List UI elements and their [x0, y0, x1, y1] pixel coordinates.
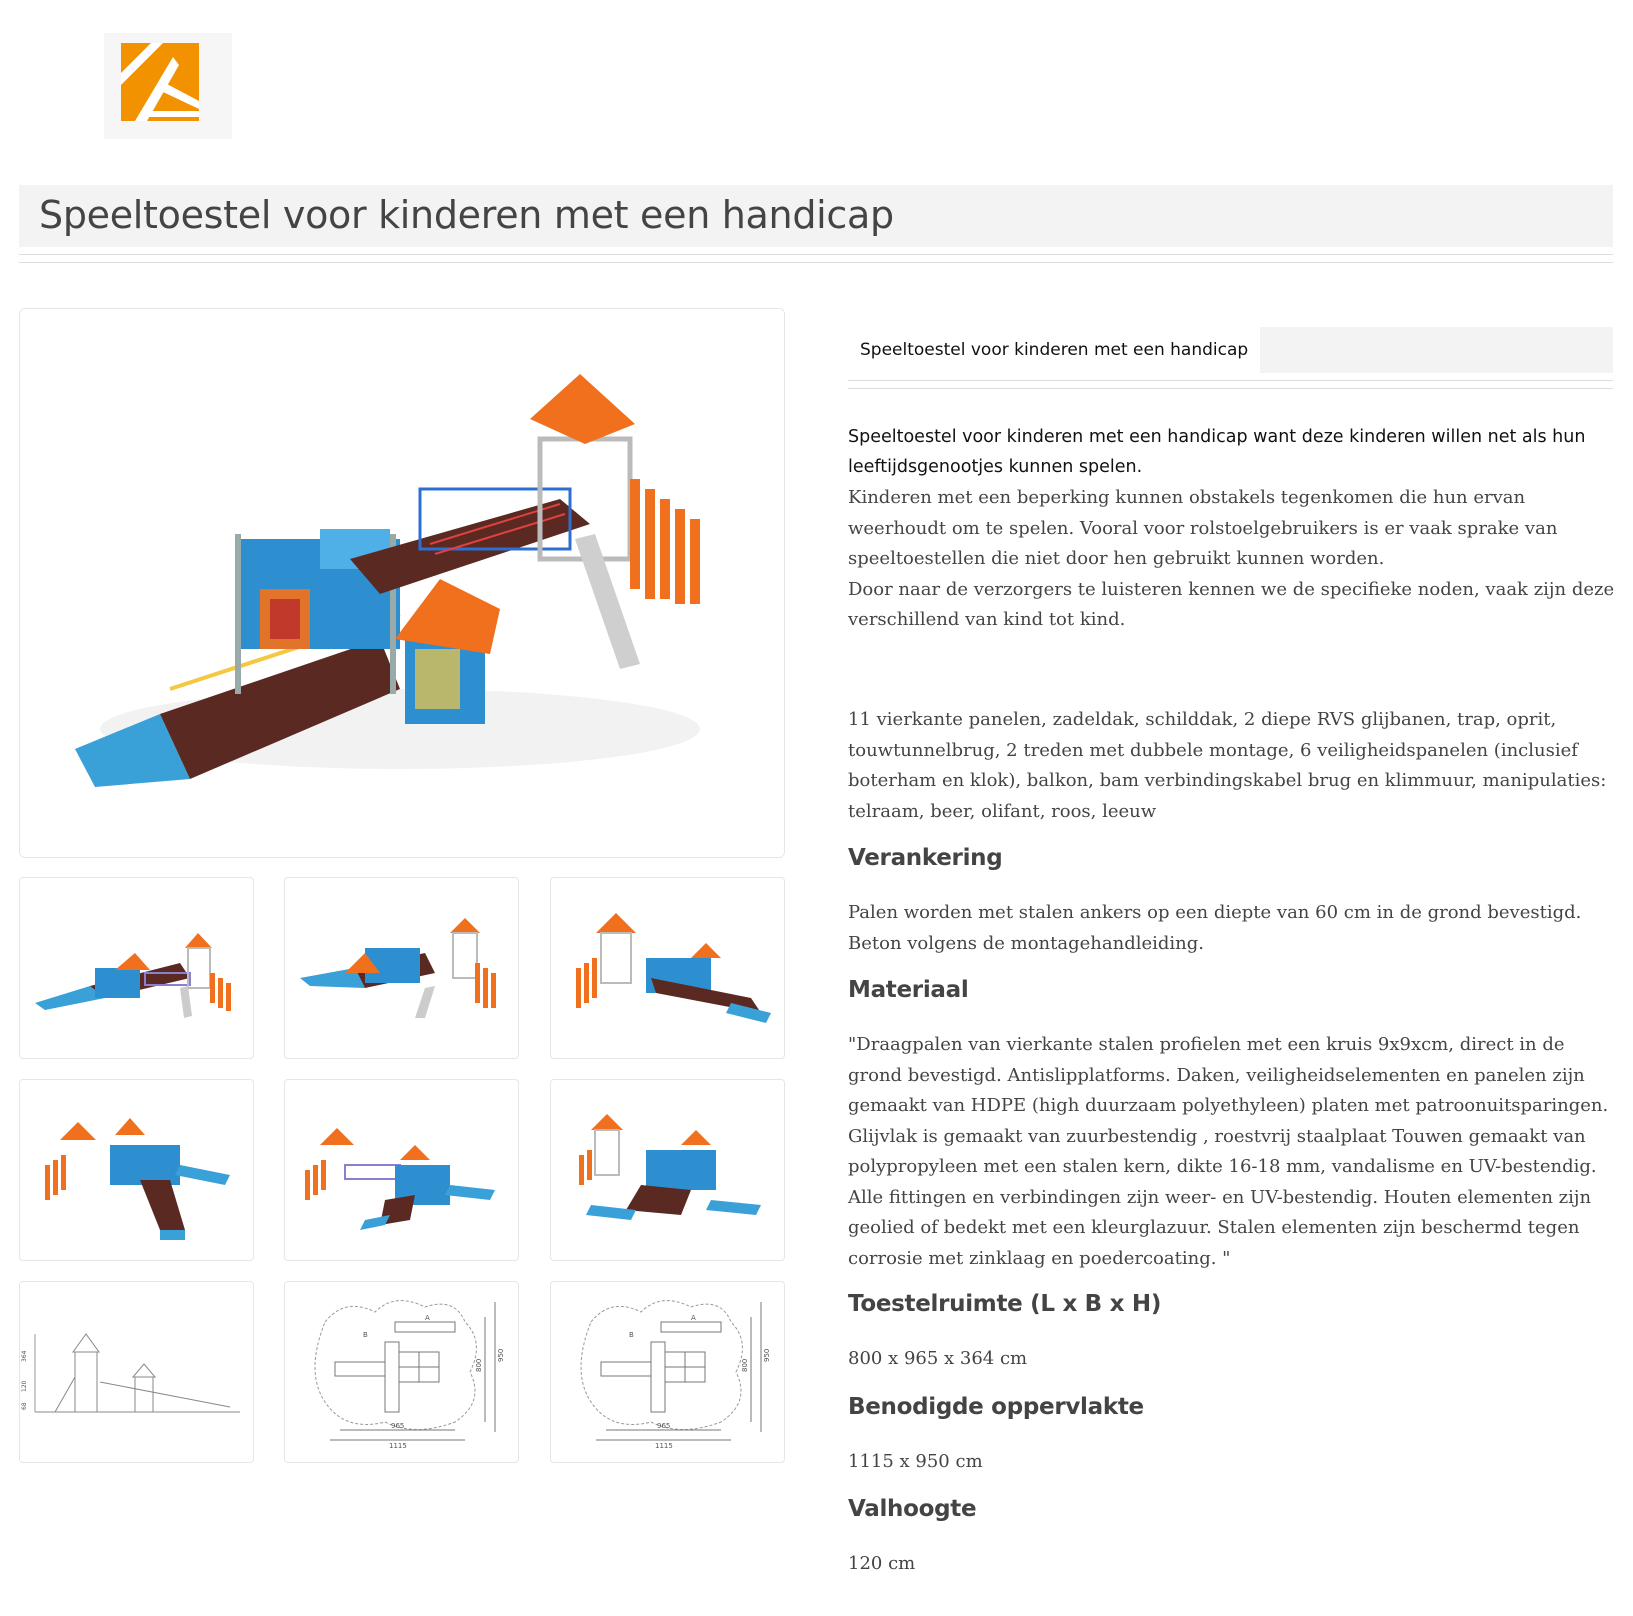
- thumbnail-6[interactable]: [550, 1079, 785, 1261]
- playground-view-2: [285, 878, 518, 1058]
- plan-inner-height-label: 800: [741, 1358, 749, 1372]
- section-text-valhoogte: 120 cm: [848, 1553, 916, 1574]
- product-name: Speeltoestel voor kinderen met een handicap: [848, 327, 1260, 373]
- description-paragraph: Door naar de verzorgers te luisteren kennen we de specifieke noden, vaak zijn deze verschillend van kind tot kind.: [848, 578, 1615, 630]
- section-text-oppervlakte: 1115 x 950 cm: [848, 1451, 983, 1472]
- plan-marker-b: B: [629, 1331, 634, 1339]
- plan-height-label: 950: [497, 1348, 505, 1362]
- main-product-image[interactable]: [19, 308, 785, 858]
- title-divider: [19, 254, 1613, 255]
- page-title: Speeltoestel voor kinderen met een handicap: [39, 193, 894, 237]
- plan-marker-b: B: [363, 1331, 368, 1339]
- thumbnail-2[interactable]: [284, 877, 519, 1059]
- brand-logo[interactable]: [104, 33, 232, 139]
- thumbnail-3[interactable]: [550, 877, 785, 1059]
- product-name-divider: [848, 380, 1613, 381]
- playground-view-3: [551, 878, 784, 1058]
- title-divider: [19, 262, 1613, 263]
- brand-logo-icon: [121, 43, 199, 121]
- section-heading-materiaal: Materiaal: [848, 977, 969, 1003]
- plan-height-label: 950: [763, 1348, 771, 1362]
- thumbnail-1[interactable]: [19, 877, 254, 1059]
- product-name-divider: [848, 388, 1613, 389]
- product-intro: Speeltoestel voor kinderen met een handicap want deze kinderen willen net als hun leeftijdsgenootjes kunnen spelen.: [848, 427, 1586, 477]
- plan-marker-a: A: [691, 1314, 696, 1322]
- side-elevation-drawing: [20, 1282, 253, 1462]
- plan-width-label: 1115: [655, 1442, 673, 1450]
- section-heading-verankering: Verankering: [848, 845, 1003, 871]
- plan-width-label: 1115: [389, 1442, 407, 1450]
- dim-label: 68: [21, 1402, 28, 1410]
- product-description: [848, 483, 1618, 636]
- product-components: 11 vierkante panelen, zadeldak, schilddak, 2 diepe RVS glijbanen, trap, oprit, touwtunnelbrug, 2 treden met dubbele montage, 6 veiligheidspanelen (inclusief boterham en klok), balkon, bam verbindingskabel brug en klimmuur, manipulaties: telraam, beer, olifant, roos, leeuw: [848, 709, 1607, 822]
- product-name-box: [848, 327, 1613, 373]
- section-text-verankering: Palen worden met stalen ankers op een diepte van 60 cm in de grond bevestigd. Beton volgens de montagehandleiding.: [848, 902, 1582, 954]
- thumbnail-8[interactable]: [284, 1281, 519, 1463]
- floor-plan-drawing-a: [285, 1282, 518, 1462]
- thumbnail-5[interactable]: [284, 1079, 519, 1261]
- playground-render-main: [20, 309, 784, 857]
- plan-inner-height-label: 800: [475, 1358, 483, 1372]
- description-paragraph: Kinderen met een beperking kunnen obstakels tegenkomen die hun ervan weerhoudt om te spelen. Vooral voor rolstoelgebruikers is er vaak sprake van speeltoestellen die niet door hen gebruikt kunnen worden.: [848, 487, 1558, 569]
- dim-label: 120: [21, 1380, 28, 1392]
- section-text-toestelruimte: 800 x 965 x 364 cm: [848, 1348, 1028, 1369]
- playground-view-1: [20, 878, 253, 1058]
- section-heading-toestelruimte: Toestelruimte (L x B x H): [848, 1291, 1162, 1317]
- dim-label: 364: [21, 1350, 28, 1362]
- playground-view-6: [551, 1080, 784, 1260]
- thumbnail-9[interactable]: [550, 1281, 785, 1463]
- section-heading-oppervlakte: Benodigde oppervlakte: [848, 1394, 1144, 1420]
- section-heading-valhoogte: Valhoogte: [848, 1496, 977, 1522]
- thumbnail-4[interactable]: [19, 1079, 254, 1261]
- thumbnail-7[interactable]: [19, 1281, 254, 1463]
- plan-inner-width-label: 965: [657, 1422, 671, 1430]
- floor-plan-drawing-b: [551, 1282, 784, 1462]
- plan-marker-a: A: [425, 1314, 430, 1322]
- page-title-bar: [19, 185, 1613, 247]
- playground-view-5: [285, 1080, 518, 1260]
- section-text-materiaal: "Draagpalen van vierkante stalen profielen met een kruis 9x9xcm, direct in de grond bevestigd. Antislipplatforms. Daken, veiligheidselementen en panelen zijn gemaakt van HDPE (high duurzaam polyethyleen) platen met patroonuitsparingen. Glijvlak is gemaakt van zuurbestendig , roestvrij staalplaat Touwen gemaakt van polypropyleen met een stalen kern, dikte 16-18 mm, vandalisme en UV-bestendig. Alle fittingen en verbindingen zijn weer- en UV-bestendig. Houten elementen zijn geolied of bedekt met een kleurglazuur. Stalen elementen zijn beschermd tegen corrosie met zinklaag en poedercoating. ": [848, 1034, 1609, 1269]
- playground-view-4: [20, 1080, 253, 1260]
- plan-inner-width-label: 965: [391, 1422, 405, 1430]
